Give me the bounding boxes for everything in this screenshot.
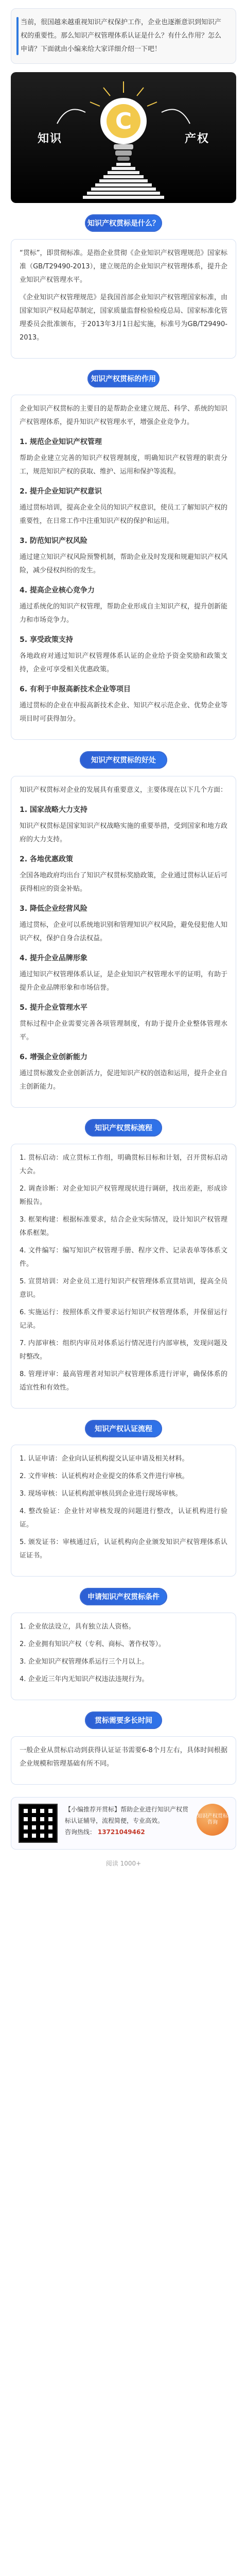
hero-label-right: 产权 (184, 132, 209, 145)
section-card-what (11, 239, 236, 359)
role-item-1-text: 帮助企业建立完善的知识产权管理制度，明确知识产权管理的职责分工，规范知识产权的获取、维护、运用和保护等流程。 (20, 454, 227, 476)
section-title-conditions-text: 申请知识产权贯标条件 (87, 1593, 160, 1601)
section-title-what (85, 214, 162, 232)
section-title-process-text: 知识产权贯标流程 (95, 1124, 152, 1132)
brand-badge-icon (197, 1804, 228, 1836)
section-title-role-text: 知识产权贯标的作用 (91, 375, 156, 383)
role-item-6-head: 6. 有利于申报高新技术企业等项目 (20, 685, 131, 693)
role-item-4-text: 通过系统化的知识产权管理，帮助企业形成自主知识产权，提升创新能力和市场竞争力。 (20, 603, 227, 624)
contact-intro: 【小编推荐开贯标】帮助企业进行知识产权贯标认证辅导，流程简便，专业高效。 (65, 1806, 189, 1824)
process-step-4: 4. 文件编写：编写知识产权管理手册、程序文件、记录表单等体系文件。 (20, 1247, 227, 1268)
role-item-2-head: 2. 提升企业知识产权意识 (20, 487, 102, 496)
process-step-2: 2. 调查诊断：对企业知识产权管理现状进行调研，找出差距，形成诊断报告。 (20, 1185, 227, 1206)
section-title-certification-text: 知识产权认证流程 (95, 1425, 152, 1433)
contact-text-block (65, 1804, 189, 1838)
benefit-item-1-text: 知识产权贯标是国家知识产权战略实施的重要举措，受到国家和地方政府的大力支持。 (20, 822, 227, 843)
section-title-conditions (80, 1588, 167, 1605)
section-title-certification (85, 1420, 162, 1437)
benefit-item-5-head: 5. 提升企业管理水平 (20, 1004, 87, 1012)
cert-step-5: 5. 颁发证书：审核通过后，认证机构向企业颁发知识产权管理体系认证证书。 (20, 1538, 227, 1560)
role-item-6-text: 通过贯标的企业在申报高新技术企业、知识产权示范企业、优势企业等项目时可获得加分。 (20, 702, 227, 723)
section-card-role (11, 395, 236, 740)
section-what-p1: “贯标”，即贯彻标准。是指企业贯彻《企业知识产权管理规范》国家标准（GB/T29490-2013），建立规范的企业知识产权管理体系，提升企业知识产权管理水平。 (20, 249, 227, 284)
cert-step-2: 2. 文件审核：认证机构对企业提交的体系文件进行审核。 (20, 1472, 189, 1480)
section-title-process (85, 1119, 162, 1137)
contact-phone-row (65, 1826, 189, 1838)
hero-label-left: 知识 (38, 132, 63, 145)
condition-1: 1. 企业依法设立，具有独立法人资格。 (20, 1623, 135, 1631)
footer-note: 阅读 1000+ (105, 1860, 142, 1867)
condition-4: 4. 企业近三年内无知识产权违法违规行为。 (20, 1675, 149, 1683)
process-step-8: 8. 管理评审：最高管理者对知识产权管理体系进行评审，确保体系的适宜性和有效性。 (20, 1370, 227, 1392)
role-item-3-text: 通过建立知识产权风险预警机制，帮助企业及时发现和规避知识产权风险，减少侵权纠纷的发生。 (20, 553, 227, 574)
contact-card (11, 1797, 236, 1850)
section-title-benefit-text: 知识产权贯标的好处 (91, 756, 156, 765)
condition-3: 3. 企业知识产权管理体系运行三个月以上。 (20, 1658, 149, 1666)
role-item-5-head: 5. 享受政策支持 (20, 636, 73, 644)
process-step-7: 7. 内部审核：组织内审员对体系运行情况进行内部审核，发现问题及时整改。 (20, 1340, 227, 1361)
role-item-4-head: 4. 提高企业核心竞争力 (20, 586, 95, 595)
section-card-benefit (11, 776, 236, 1108)
section-card-process (11, 1144, 236, 1409)
benefit-item-2-text: 全国各地政府均出台了知识产权贯标奖励政策，企业通过贯标认证后可获得相应的资金补贴。 (20, 872, 227, 893)
section-what-p2: 《企业知识产权管理规范》是我国首部企业知识产权管理国家标准，由国家知识产权局起草制定，国家质量监督检验检疫总局、国家标准化管理委员会批准颁布，于2013年3月1日起实施，标准号为GB/T29490-2013。 (20, 294, 227, 342)
section-benefit-p1: 知识产权贯标对企业的发展具有重要意义，主要体现在以下几个方面： (20, 786, 227, 794)
section-card-duration (11, 1736, 236, 1785)
cert-step-1: 1. 认证申请：企业向认证机构提交认证申请及相关材料。 (20, 1455, 189, 1463)
contact-phone-label: 咨询热线： (65, 1828, 96, 1836)
role-item-2-text: 通过贯标培训，提高企业全员的知识产权意识，使员工了解知识产权的重要性，在日常工作中注重知识产权的保护和运用。 (20, 504, 227, 525)
benefit-item-3-head: 3. 降低企业经营风险 (20, 905, 87, 913)
section-role-p1: 企业知识产权贯标的主要目的是帮助企业建立规范、科学、系统的知识产权管理体系，提升知识产权管理水平，增强企业竞争力。 (20, 405, 227, 426)
section-title-what-text: 知识产权贯标是什么？ (87, 219, 160, 228)
benefit-item-5-text: 贯标过程中企业需要完善各项管理制度，有助于提升企业整体管理水平。 (20, 1020, 227, 1041)
section-card-conditions (11, 1613, 236, 1700)
section-title-role (87, 370, 160, 387)
cert-step-3: 3. 现场审核：认证机构派审核员到企业进行现场审核。 (20, 1490, 182, 1498)
benefit-item-4-text: 通过知识产权管理体系认证，是企业知识产权管理水平的证明，有助于提升企业品牌形象和市场信誉。 (20, 971, 227, 992)
contact-phone-number[interactable]: 13721049462 (97, 1828, 145, 1836)
svg-text:C: C (115, 108, 132, 134)
benefit-item-6-text: 通过贯标激发企业创新活力，促进知识产权的创造和运用，提升企业自主创新能力。 (20, 1070, 227, 1091)
benefit-item-4-head: 4. 提升企业品牌形象 (20, 954, 87, 962)
process-step-1: 1. 贯标启动：成立贯标工作组，明确贯标目标和计划，召开贯标启动大会。 (20, 1154, 227, 1175)
brand-badge-text: 知识产权贯标咨询 (197, 1814, 228, 1825)
benefit-item-2-head: 2. 各地优惠政策 (20, 855, 73, 863)
section-title-duration (85, 1711, 162, 1729)
role-item-1-head: 1. 规范企业知识产权管理 (20, 438, 102, 446)
qr-code-image (19, 1804, 58, 1843)
process-step-6: 6. 实施运行：按照体系文件要求运行知识产权管理体系，并保留运行记录。 (20, 1309, 227, 1330)
condition-2: 2. 企业拥有知识产权（专利、商标、著作权等）。 (20, 1640, 166, 1648)
hero-banner (11, 72, 236, 203)
section-card-certification (11, 1445, 236, 1577)
role-item-5-text: 各地政府对通过知识产权管理体系认证的企业给予资金奖励和政策支持，企业可享受相关优惠政策。 (20, 652, 227, 673)
process-step-3: 3. 框架构建：根据标准要求，结合企业实际情况，设计知识产权管理体系框架。 (20, 1216, 227, 1237)
section-title-benefit (80, 751, 167, 769)
intro-text: 当前，很国越来越重视知识产权保护工作，企业也逐渐意识到知识产权的重要性。那么知识产权管理体系认证是什么？有什么作用？怎么申请？下面就由小编来给大家详细介绍一下吧！ (21, 19, 222, 53)
section-title-duration-text: 贯标需要多长时间 (95, 1717, 152, 1725)
process-step-5: 5. 宣贯培训：对企业员工进行知识产权管理体系宣贯培训，提高全员意识。 (20, 1278, 227, 1299)
duration-text: 一般企业从贯标启动到获得认证证书需要6-8个月左右，具体时间根据企业规模和管理基础有所不同。 (20, 1747, 227, 1768)
cert-step-4: 4. 整改验证：企业针对审核发现的问题进行整改，认证机构进行验证。 (20, 1507, 227, 1529)
role-item-3-head: 3. 防范知识产权风险 (20, 537, 87, 545)
intro-box (11, 8, 236, 64)
benefit-item-3-text: 通过贯标，企业可以系统地识别和管理知识产权风险，避免侵犯他人知识产权，保护自身合法权益。 (20, 921, 227, 942)
benefit-item-6-head: 6. 增强企业创新能力 (20, 1053, 87, 1061)
benefit-item-1-head: 1. 国家战略大力支持 (20, 806, 87, 814)
